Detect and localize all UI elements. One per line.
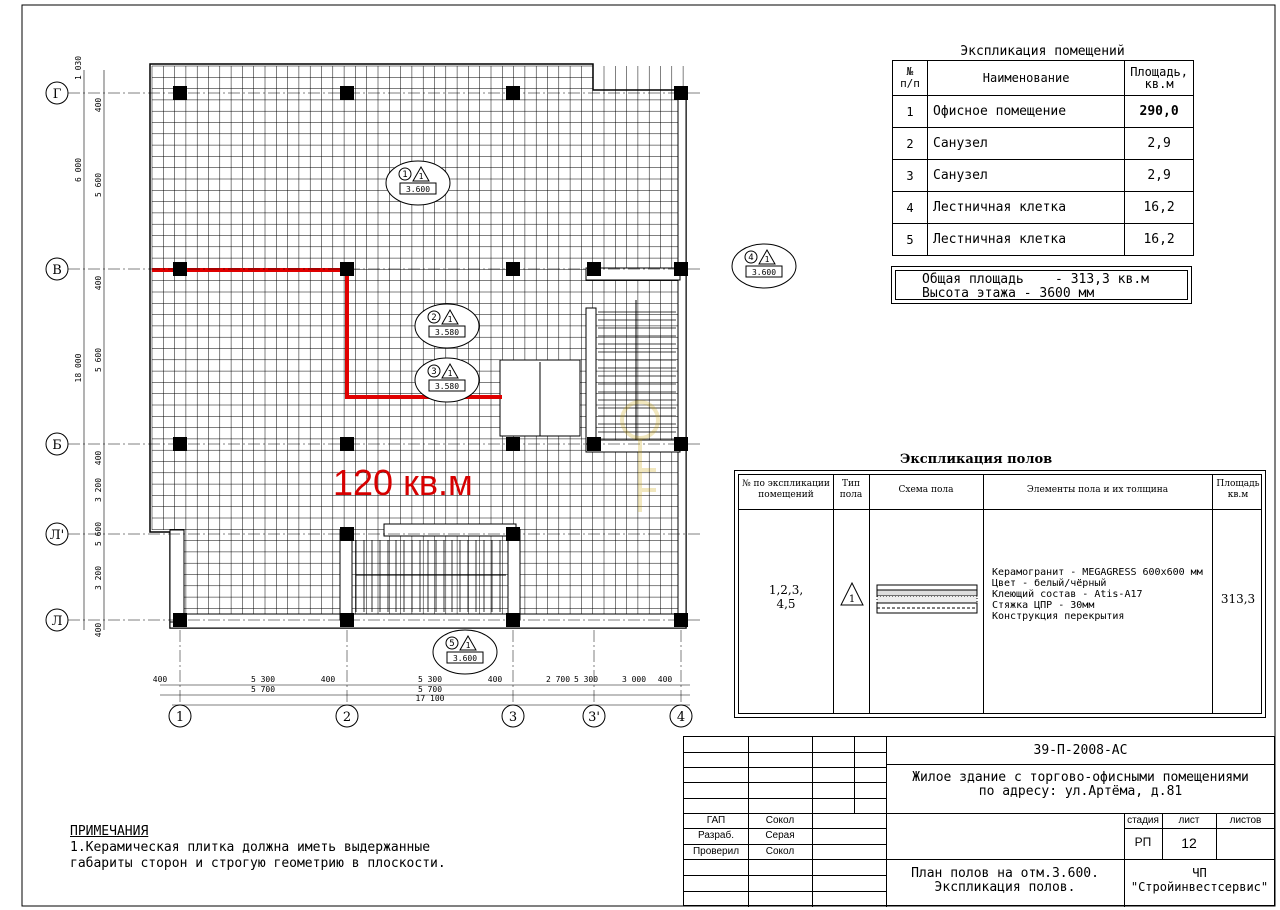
dimension-label: 400 (152, 675, 168, 684)
dimension-label: 5 300 (417, 675, 443, 684)
floor-element: Конструкция перекрытия (992, 611, 1125, 622)
drawing-title-line2: Экспликация полов. (934, 880, 1076, 895)
rooms-table-header (893, 61, 1194, 96)
room-name: Санузел (928, 128, 1125, 160)
dimension-label: 400 (320, 675, 336, 684)
marker-level-text: 3.600 (405, 185, 431, 194)
dimension-label: 1 030 (74, 55, 83, 81)
notes-title: ПРИМЕЧАНИЯ (70, 824, 149, 839)
dimension-label: 18 000 (74, 353, 83, 383)
dimension-label: 5 700 (417, 685, 443, 694)
room-area: 2,9 (1125, 128, 1194, 160)
floor-element: Цвет - белый/чёрный (992, 578, 1107, 589)
axis-label: Г (52, 87, 62, 102)
floors-head-type: Тип пола (839, 479, 863, 500)
role-name: Серая (765, 830, 795, 841)
sheet-label: лист (1178, 815, 1200, 826)
dimension-label: 3 000 (621, 675, 647, 684)
sheets-label: листов (1229, 815, 1262, 826)
floor-marker (415, 358, 479, 402)
drawing-code: 39-П-2008-АС (1033, 743, 1128, 758)
floors-area-value: 313,3 (1220, 592, 1256, 606)
rooms-table-title: Экспликация помещений (960, 44, 1125, 59)
room-area: 16,2 (1125, 224, 1194, 256)
totals-box (891, 266, 1192, 304)
axis-label: Б (52, 438, 62, 453)
dimension-label: 5 600 (94, 172, 103, 198)
table-row (893, 192, 1194, 224)
floor-element: Стяжка ЦПР - 30мм (992, 600, 1095, 611)
title-block (683, 736, 1275, 906)
dimension-label: 400 (657, 675, 673, 684)
marker-level-text: 3.580 (434, 382, 460, 391)
table-row (893, 128, 1194, 160)
room-num: 4 (893, 192, 928, 224)
marker-level-text: 3.600 (751, 268, 777, 277)
rooms-head-num: № п/п (893, 61, 928, 96)
floor-marker (433, 630, 497, 674)
dimension-label: 400 (94, 275, 103, 291)
room-area: 2,9 (1125, 160, 1194, 192)
marker-number-text: 2 (431, 313, 437, 323)
axis-label: Л (51, 614, 63, 629)
floor-marker (415, 304, 479, 348)
marker-type-text: 1 (447, 315, 453, 324)
floor-element: Керамогранит - MEGAGRESS 600x600 мм (992, 567, 1203, 578)
dimension-label: 5 300 (250, 675, 276, 684)
floors-head-area: Площадь кв.м (1216, 479, 1260, 500)
floors-rooms-value: 1,2,3, 4,5 (768, 583, 804, 611)
floor-type-triangle-icon (839, 581, 865, 607)
stage-label: стадия (1127, 815, 1159, 826)
floor-scheme-drawing (875, 583, 979, 617)
marker-type-text: 1 (418, 172, 424, 181)
dimension-label: 5 700 (250, 685, 276, 694)
notes (70, 824, 446, 872)
marker-number-text: 4 (748, 253, 754, 263)
room-num: 3 (893, 160, 928, 192)
project-title: Жилое здание с торгово-офисными помещениями (912, 770, 1249, 785)
marker-level-text: 3.580 (434, 328, 460, 337)
room-num: 1 (893, 96, 928, 128)
dimension-label: 400 (487, 675, 503, 684)
marker-type-text: 1 (764, 255, 770, 264)
project-address: по адресу: ул.Артёма, д.81 (978, 784, 1183, 799)
floor-marker (732, 244, 796, 288)
room-name: Лестничная клетка (928, 192, 1125, 224)
org-line1: ЧП (1192, 866, 1207, 880)
axis-label: 1 (175, 710, 185, 725)
floor-height: Высота этажа - 3600 мм (922, 286, 1095, 301)
floors-table-title: Экспликация полов (900, 452, 1053, 467)
axis-label: 4 (676, 710, 686, 725)
dimension-label: 400 (94, 622, 103, 638)
rooms-head-area: Площадь, кв.м (1125, 61, 1194, 96)
table-row (893, 160, 1194, 192)
notes-line: габариты сторон и строгую геометрию в плоскости. (70, 856, 446, 871)
dimension-label: 400 (94, 97, 103, 113)
rooms-head-name: Наименование (928, 61, 1125, 96)
room-name: Санузел (928, 160, 1125, 192)
stage-value: РП (1134, 835, 1152, 849)
role-name: Сокол (765, 846, 795, 857)
marker-number-text: 5 (449, 639, 455, 649)
role-label: Проверил (692, 846, 740, 857)
dimension-label: 5 300 (573, 675, 599, 684)
sheet-value: 12 (1181, 835, 1197, 851)
dimension-label: 6 000 (74, 157, 83, 183)
dimension-label: 400 (94, 450, 103, 466)
role-label: Разраб. (697, 830, 734, 841)
dimension-label: 2 700 (545, 675, 571, 684)
room-area: 290,0 (1125, 96, 1194, 128)
role-label: ГАП (706, 815, 726, 826)
marker-type-text: 1 (447, 369, 453, 378)
room-num: 2 (893, 128, 928, 160)
room-area: 16,2 (1125, 192, 1194, 224)
dimension-label: 5 600 (94, 521, 103, 547)
marker-number-text: 3 (431, 367, 437, 377)
axis-label: 3' (588, 710, 600, 725)
dimension-label: 3 200 (94, 565, 103, 591)
table-row (893, 224, 1194, 256)
axis-label: В (52, 263, 62, 278)
table-row (893, 96, 1194, 128)
drawing-title-line1: План полов на отм.3.600. (911, 866, 1099, 881)
dimension-label: 17 100 (415, 694, 445, 703)
floors-table (734, 470, 1266, 718)
axis-label: 2 (342, 710, 352, 725)
floors-head-scheme: Схема пола (898, 485, 954, 495)
room-name: Офисное помещение (928, 96, 1125, 128)
axis-label: Л' (49, 528, 65, 543)
dimension-label: 3 200 (94, 477, 103, 503)
room-name: Лестничная клетка (928, 224, 1125, 256)
dimension-label: 5 600 (94, 347, 103, 373)
floor-type-value: 1 (848, 594, 856, 605)
room-num: 5 (893, 224, 928, 256)
notes-line: 1.Керамическая плитка должна иметь выдержанные (70, 840, 431, 855)
marker-type-text: 1 (465, 641, 471, 650)
highlighted-area-label: 120 кв.м (333, 462, 473, 503)
org-line2: "Стройинвестсервис" (1130, 880, 1269, 894)
role-name: Сокол (765, 815, 795, 826)
floor-element: Клеющий состав - Atis-A17 (992, 589, 1143, 600)
floor-elements-list (992, 567, 1203, 622)
rooms-table (892, 60, 1194, 256)
marker-level-text: 3.600 (452, 654, 478, 663)
floors-head-rooms: № по экспликации помещений (742, 479, 830, 500)
marker-number-text: 1 (402, 170, 408, 180)
axis-label: 3 (508, 710, 518, 725)
total-area: Общая площадь - 313,3 кв.м (922, 272, 1149, 287)
floors-head-elements: Элементы пола и их толщина (1026, 485, 1169, 495)
floor-marker (386, 161, 450, 205)
